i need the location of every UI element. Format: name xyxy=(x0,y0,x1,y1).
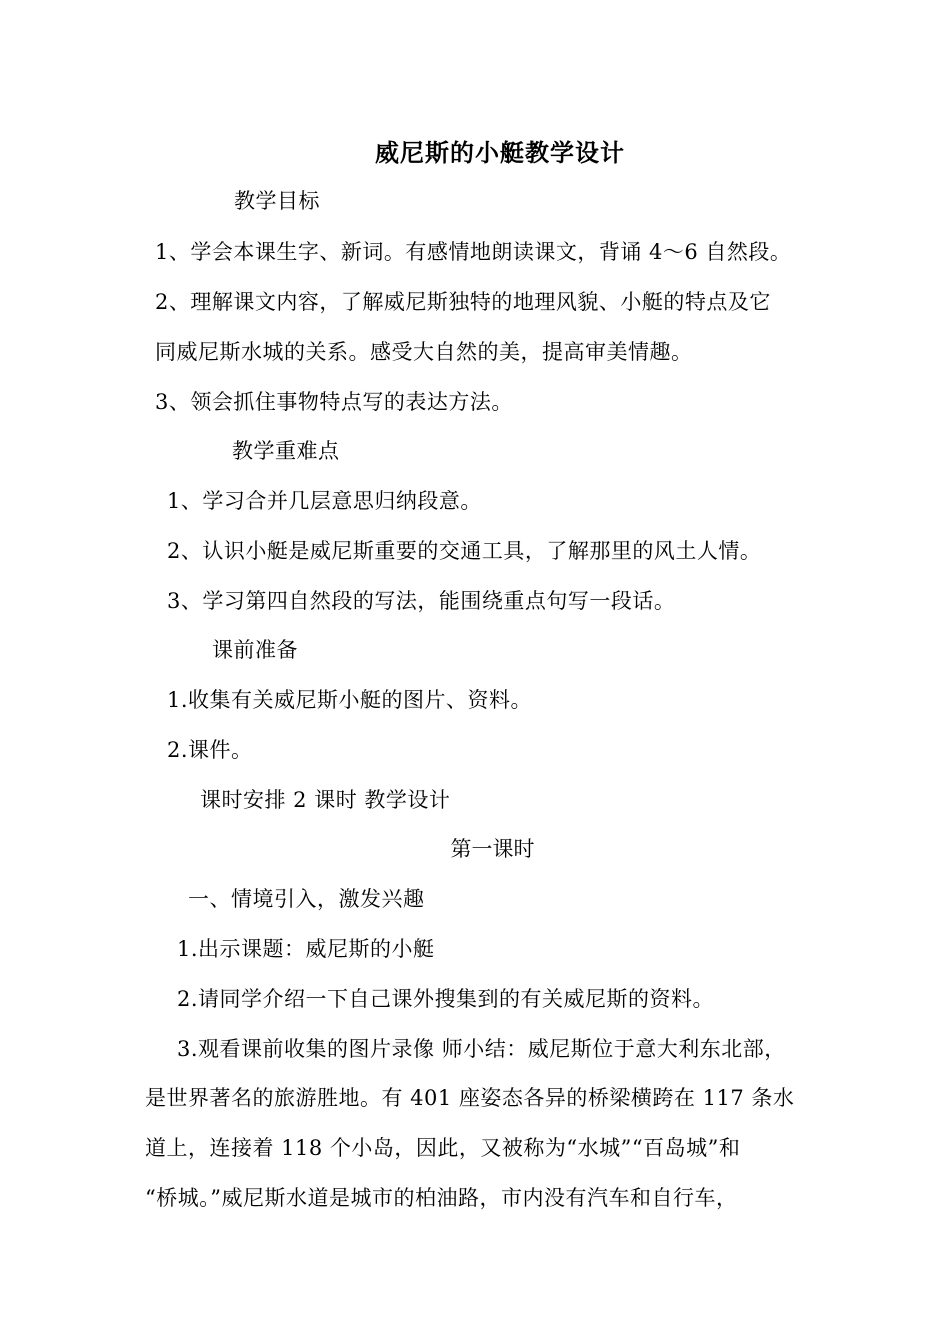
goal-item-1: 1、学会本课生字、新词。有感情地朗读课文，背诵 4～6 自然段。 xyxy=(155,240,792,264)
heading-first-lesson: 第一课时 xyxy=(450,837,535,861)
body-paragraph-line-3: “桥城。”威尼斯水道是城市的柏油路，市内没有汽车和自行车， xyxy=(145,1186,738,1210)
document-title: 威尼斯的小艇教学设计 xyxy=(375,138,625,167)
key-point-1: 1、学习合并几层意思归纳段意。 xyxy=(167,489,482,513)
heading-key-points: 教学重难点 xyxy=(232,439,340,463)
preparation-item-2: 2.课件。 xyxy=(167,738,253,762)
goal-item-3: 3、领会抓住事物特点写的表达方法。 xyxy=(155,390,513,414)
schedule-line: 课时安排 2 课时 教学设计 xyxy=(200,788,451,812)
intro-step-1: 1.出示课题：威尼斯的小艇 xyxy=(177,937,435,961)
key-point-3: 3、学习第四自然段的写法，能围绕重点句写一段话。 xyxy=(167,589,676,613)
goal-item-2-continued: 同威尼斯水城的关系。感受大自然的美，提高审美情趣。 xyxy=(155,340,693,364)
goal-item-2: 2、理解课文内容，了解威尼斯独特的地理风貌、小艇的特点及它 xyxy=(155,290,771,314)
body-paragraph-line-2: 道上，连接着 118 个小岛，因此，又被称为“水城”“百岛城”和 xyxy=(145,1136,741,1160)
section-heading-intro: 一、情境引入，激发兴趣 xyxy=(188,887,425,911)
intro-step-2: 2.请同学介绍一下自己课外搜集到的有关威尼斯的资料。 xyxy=(177,987,715,1011)
intro-step-3: 3.观看课前收集的图片录像 师小结：威尼斯位于意大利东北部， xyxy=(177,1037,786,1061)
heading-teaching-goals: 教学目标 xyxy=(234,189,320,213)
heading-preparation: 课前准备 xyxy=(212,638,298,662)
body-paragraph-line-1: 是世界著名的旅游胜地。有 401 座姿态各异的桥梁横跨在 117 条水 xyxy=(145,1086,795,1110)
preparation-item-1: 1.收集有关威尼斯小艇的图片、资料。 xyxy=(167,688,533,712)
key-point-2: 2、认识小艇是威尼斯重要的交通工具，了解那里的风土人情。 xyxy=(167,539,762,563)
